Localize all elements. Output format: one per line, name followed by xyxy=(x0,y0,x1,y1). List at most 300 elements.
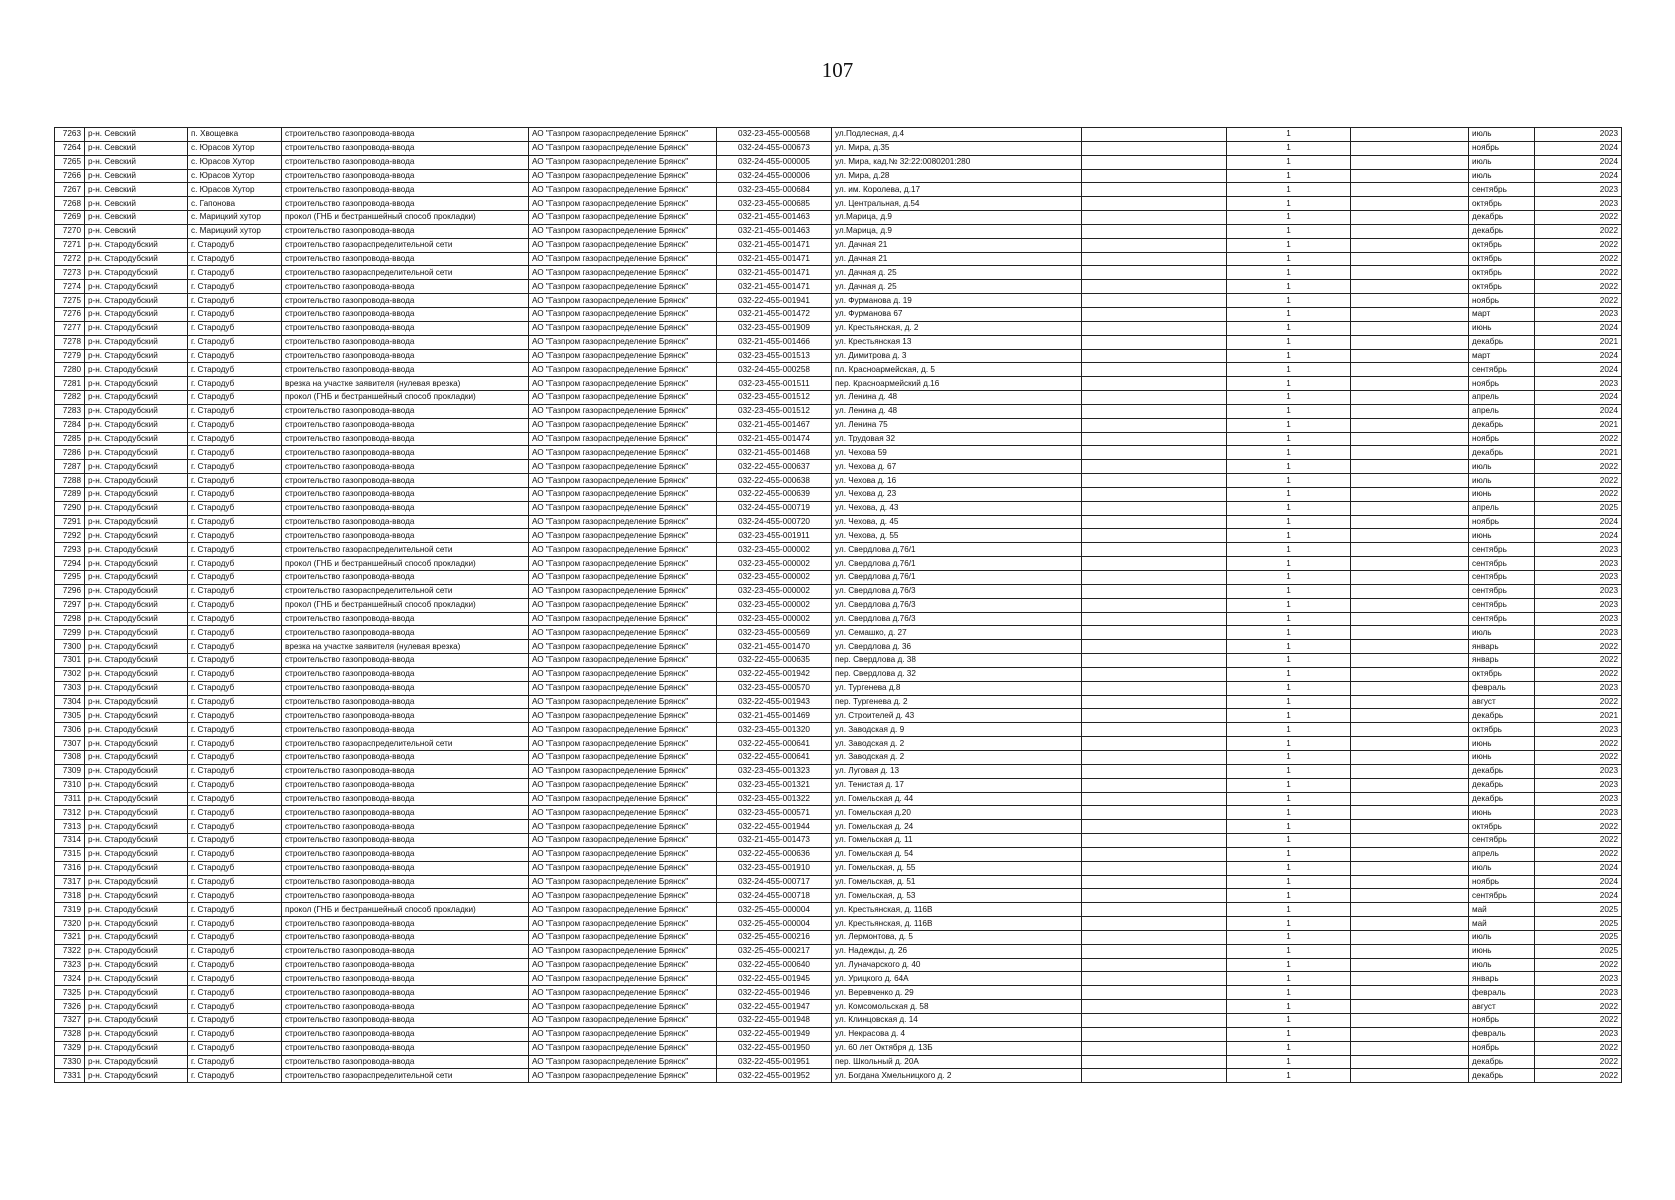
cell-district: р-н. Стародубский xyxy=(85,820,188,834)
table-row xyxy=(55,474,1622,488)
cell-year: 2025 xyxy=(1535,944,1622,958)
cell-empty xyxy=(1082,238,1227,252)
cell-locality: г. Стародуб xyxy=(188,280,282,294)
cell-empty xyxy=(1351,667,1469,681)
cell-row-number: 7283 xyxy=(55,404,85,418)
cell-quantity: 1 xyxy=(1227,654,1351,668)
cell-locality: г. Стародуб xyxy=(188,654,282,668)
cell-work-type: строительство газопровода-ввода xyxy=(282,834,529,848)
cell-organization: АО "Газпром газораспределение Брянск" xyxy=(529,197,717,211)
cell-quantity: 1 xyxy=(1227,903,1351,917)
cell-district: р-н. Стародубский xyxy=(85,515,188,529)
cell-work-type: строительство газопровода-ввода xyxy=(282,1014,529,1028)
cell-address: ул. Мира, д.28 xyxy=(832,169,1082,183)
table-row xyxy=(55,695,1622,709)
cell-district: р-н. Стародубский xyxy=(85,501,188,515)
table-row xyxy=(55,252,1622,266)
cell-year: 2022 xyxy=(1535,820,1622,834)
cell-quantity: 1 xyxy=(1227,889,1351,903)
cell-address: ул. Мира, кад.№ 32:22:0080201:280 xyxy=(832,155,1082,169)
cell-organization: АО "Газпром газораспределение Брянск" xyxy=(529,501,717,515)
cell-contract-code: 032-23-455-001323 xyxy=(717,764,832,778)
cell-contract-code: 032-22-455-000640 xyxy=(717,958,832,972)
cell-month: ноябрь xyxy=(1469,515,1535,529)
cell-work-type: строительство газопровода-ввода xyxy=(282,418,529,432)
cell-quantity: 1 xyxy=(1227,723,1351,737)
cell-organization: АО "Газпром газораспределение Брянск" xyxy=(529,972,717,986)
cell-organization: АО "Газпром газораспределение Брянск" xyxy=(529,1000,717,1014)
cell-quantity: 1 xyxy=(1227,321,1351,335)
cell-district: р-н. Стародубский xyxy=(85,557,188,571)
cell-work-type: строительство газопровода-ввода xyxy=(282,626,529,640)
cell-locality: г. Стародуб xyxy=(188,349,282,363)
cell-organization: АО "Газпром газораспределение Брянск" xyxy=(529,1027,717,1041)
cell-locality: г. Стародуб xyxy=(188,750,282,764)
cell-month: октябрь xyxy=(1469,723,1535,737)
cell-work-type: строительство газопровода-ввода xyxy=(282,820,529,834)
cell-work-type: строительство газораспределительной сети xyxy=(282,543,529,557)
cell-work-type: строительство газопровода-ввода xyxy=(282,155,529,169)
cell-year: 2023 xyxy=(1535,557,1622,571)
cell-address: пер. Школьный д. 20А xyxy=(832,1055,1082,1069)
cell-empty xyxy=(1351,737,1469,751)
cell-month: июнь xyxy=(1469,529,1535,543)
cell-address: ул. Чехова д. 67 xyxy=(832,460,1082,474)
table-row xyxy=(55,1069,1622,1083)
cell-address: ул. Гомельская, д. 53 xyxy=(832,889,1082,903)
cell-month: июль xyxy=(1469,626,1535,640)
cell-district: р-н. Стародубский xyxy=(85,363,188,377)
cell-contract-code: 032-24-455-000673 xyxy=(717,141,832,155)
cell-work-type: строительство газопровода-ввода xyxy=(282,750,529,764)
table-row xyxy=(55,321,1622,335)
cell-year: 2024 xyxy=(1535,515,1622,529)
cell-year: 2022 xyxy=(1535,654,1622,668)
cell-address: ул. Комсомольская д. 58 xyxy=(832,1000,1082,1014)
cell-work-type: строительство газопровода-ввода xyxy=(282,1027,529,1041)
cell-locality: г. Стародуб xyxy=(188,626,282,640)
cell-row-number: 7279 xyxy=(55,349,85,363)
cell-empty xyxy=(1351,709,1469,723)
cell-empty xyxy=(1082,363,1227,377)
cell-month: октябрь xyxy=(1469,266,1535,280)
cell-quantity: 1 xyxy=(1227,598,1351,612)
cell-empty xyxy=(1082,875,1227,889)
cell-empty xyxy=(1351,501,1469,515)
table-row xyxy=(55,460,1622,474)
cell-empty xyxy=(1082,404,1227,418)
cell-quantity: 1 xyxy=(1227,681,1351,695)
cell-row-number: 7323 xyxy=(55,958,85,972)
cell-district: р-н. Стародубский xyxy=(85,280,188,294)
cell-contract-code: 032-21-455-001471 xyxy=(717,252,832,266)
cell-locality: г. Стародуб xyxy=(188,515,282,529)
cell-locality: г. Стародуб xyxy=(188,446,282,460)
cell-district: р-н. Стародубский xyxy=(85,349,188,363)
cell-organization: АО "Газпром газораспределение Брянск" xyxy=(529,377,717,391)
cell-contract-code: 032-22-455-000639 xyxy=(717,487,832,501)
table-row xyxy=(55,446,1622,460)
cell-organization: АО "Газпром газораспределение Брянск" xyxy=(529,404,717,418)
cell-contract-code: 032-21-455-001473 xyxy=(717,834,832,848)
cell-quantity: 1 xyxy=(1227,238,1351,252)
cell-district: р-н. Стародубский xyxy=(85,598,188,612)
cell-work-type: строительство газопровода-ввода xyxy=(282,667,529,681)
cell-contract-code: 032-23-455-000570 xyxy=(717,681,832,695)
cell-address: ул. Гомельская д. 54 xyxy=(832,847,1082,861)
cell-month: сентябрь xyxy=(1469,557,1535,571)
cell-quantity: 1 xyxy=(1227,861,1351,875)
cell-district: р-н. Стародубский xyxy=(85,266,188,280)
cell-year: 2023 xyxy=(1535,806,1622,820)
cell-empty xyxy=(1082,211,1227,225)
cell-contract-code: 032-22-455-001947 xyxy=(717,1000,832,1014)
cell-district: р-н. Стародубский xyxy=(85,944,188,958)
cell-empty xyxy=(1351,155,1469,169)
cell-quantity: 1 xyxy=(1227,307,1351,321)
cell-locality: г. Стародуб xyxy=(188,847,282,861)
cell-quantity: 1 xyxy=(1227,460,1351,474)
cell-month: ноябрь xyxy=(1469,1041,1535,1055)
cell-contract-code: 032-22-455-001952 xyxy=(717,1069,832,1083)
cell-year: 2023 xyxy=(1535,183,1622,197)
cell-empty xyxy=(1082,792,1227,806)
cell-empty xyxy=(1351,1014,1469,1028)
cell-row-number: 7321 xyxy=(55,930,85,944)
table-row xyxy=(55,294,1622,308)
cell-month: ноябрь xyxy=(1469,1014,1535,1028)
cell-work-type: строительство газопровода-ввода xyxy=(282,986,529,1000)
cell-district: р-н. Стародубский xyxy=(85,737,188,751)
cell-district: р-н. Стародубский xyxy=(85,917,188,931)
cell-empty xyxy=(1082,391,1227,405)
cell-organization: АО "Газпром газораспределение Брянск" xyxy=(529,834,717,848)
cell-district: р-н. Стародубский xyxy=(85,294,188,308)
cell-empty xyxy=(1351,294,1469,308)
cell-year: 2021 xyxy=(1535,709,1622,723)
cell-quantity: 1 xyxy=(1227,211,1351,225)
cell-row-number: 7301 xyxy=(55,654,85,668)
cell-month: июль xyxy=(1469,861,1535,875)
cell-address: ул. Луначарского д. 40 xyxy=(832,958,1082,972)
cell-quantity: 1 xyxy=(1227,847,1351,861)
cell-locality: г. Стародуб xyxy=(188,875,282,889)
cell-work-type: строительство газораспределительной сети xyxy=(282,737,529,751)
cell-contract-code: 032-21-455-001472 xyxy=(717,307,832,321)
cell-work-type: строительство газопровода-ввода xyxy=(282,307,529,321)
cell-organization: АО "Газпром газораспределение Брянск" xyxy=(529,654,717,668)
cell-row-number: 7316 xyxy=(55,861,85,875)
cell-quantity: 1 xyxy=(1227,141,1351,155)
cell-contract-code: 032-22-455-001949 xyxy=(717,1027,832,1041)
cell-organization: АО "Газпром газораспределение Брянск" xyxy=(529,1055,717,1069)
cell-organization: АО "Газпром газораспределение Брянск" xyxy=(529,391,717,405)
cell-empty xyxy=(1351,861,1469,875)
cell-quantity: 1 xyxy=(1227,834,1351,848)
cell-month: октябрь xyxy=(1469,252,1535,266)
cell-work-type: строительство газопровода-ввода xyxy=(282,944,529,958)
table-row xyxy=(55,875,1622,889)
cell-contract-code: 032-21-455-001471 xyxy=(717,238,832,252)
cell-quantity: 1 xyxy=(1227,930,1351,944)
cell-organization: АО "Газпром газораспределение Брянск" xyxy=(529,820,717,834)
cell-quantity: 1 xyxy=(1227,612,1351,626)
cell-month: декабрь xyxy=(1469,1055,1535,1069)
cell-locality: с. Гапонова xyxy=(188,197,282,211)
cell-row-number: 7306 xyxy=(55,723,85,737)
cell-row-number: 7319 xyxy=(55,903,85,917)
cell-organization: АО "Газпром газораспределение Брянск" xyxy=(529,183,717,197)
cell-year: 2022 xyxy=(1535,640,1622,654)
cell-year: 2023 xyxy=(1535,584,1622,598)
cell-month: июнь xyxy=(1469,806,1535,820)
cell-month: декабрь xyxy=(1469,778,1535,792)
cell-address: ул. Свердлова д.76/3 xyxy=(832,612,1082,626)
cell-row-number: 7266 xyxy=(55,169,85,183)
cell-address: пер. Тургенева д. 2 xyxy=(832,695,1082,709)
cell-row-number: 7281 xyxy=(55,377,85,391)
cell-row-number: 7290 xyxy=(55,501,85,515)
cell-organization: АО "Газпром газораспределение Брянск" xyxy=(529,432,717,446)
cell-empty xyxy=(1082,155,1227,169)
cell-locality: г. Стародуб xyxy=(188,335,282,349)
cell-work-type: строительство газопровода-ввода xyxy=(282,571,529,585)
cell-contract-code: 032-23-455-001513 xyxy=(717,349,832,363)
cell-row-number: 7269 xyxy=(55,211,85,225)
cell-month: июнь xyxy=(1469,487,1535,501)
cell-contract-code: 032-21-455-001470 xyxy=(717,640,832,654)
cell-organization: АО "Газпром газораспределение Брянск" xyxy=(529,515,717,529)
cell-address: ул. Свердлова д.76/3 xyxy=(832,584,1082,598)
cell-organization: АО "Газпром газораспределение Брянск" xyxy=(529,1069,717,1083)
cell-contract-code: 032-24-455-000005 xyxy=(717,155,832,169)
cell-address: ул. Гомельская, д. 55 xyxy=(832,861,1082,875)
cell-empty xyxy=(1351,404,1469,418)
cell-contract-code: 032-23-455-001909 xyxy=(717,321,832,335)
cell-empty xyxy=(1082,183,1227,197)
cell-address: ул. Заводская д. 2 xyxy=(832,750,1082,764)
cell-year: 2022 xyxy=(1535,1069,1622,1083)
cell-row-number: 7310 xyxy=(55,778,85,792)
cell-work-type: строительство газопровода-ввода xyxy=(282,363,529,377)
cell-month: май xyxy=(1469,903,1535,917)
cell-month: февраль xyxy=(1469,681,1535,695)
cell-contract-code: 032-22-455-001946 xyxy=(717,986,832,1000)
cell-locality: г. Стародуб xyxy=(188,294,282,308)
table-row xyxy=(55,238,1622,252)
cell-month: апрель xyxy=(1469,501,1535,515)
cell-year: 2024 xyxy=(1535,155,1622,169)
cell-row-number: 7276 xyxy=(55,307,85,321)
cell-row-number: 7329 xyxy=(55,1041,85,1055)
cell-empty xyxy=(1082,944,1227,958)
cell-quantity: 1 xyxy=(1227,1055,1351,1069)
cell-contract-code: 032-24-455-000718 xyxy=(717,889,832,903)
cell-year: 2024 xyxy=(1535,889,1622,903)
cell-organization: АО "Газпром газораспределение Брянск" xyxy=(529,737,717,751)
cell-locality: г. Стародуб xyxy=(188,1027,282,1041)
cell-organization: АО "Газпром газораспределение Брянск" xyxy=(529,944,717,958)
cell-district: р-н. Стародубский xyxy=(85,612,188,626)
cell-row-number: 7267 xyxy=(55,183,85,197)
cell-quantity: 1 xyxy=(1227,266,1351,280)
cell-address: ул. Лермонтова, д. 5 xyxy=(832,930,1082,944)
cell-work-type: строительство газопровода-ввода xyxy=(282,792,529,806)
cell-month: октябрь xyxy=(1469,238,1535,252)
cell-work-type: строительство газопровода-ввода xyxy=(282,197,529,211)
cell-quantity: 1 xyxy=(1227,363,1351,377)
cell-row-number: 7322 xyxy=(55,944,85,958)
cell-year: 2023 xyxy=(1535,307,1622,321)
cell-contract-code: 032-22-455-001945 xyxy=(717,972,832,986)
cell-empty xyxy=(1351,446,1469,460)
cell-work-type: строительство газопровода-ввода xyxy=(282,404,529,418)
table-row xyxy=(55,418,1622,432)
cell-work-type: строительство газопровода-ввода xyxy=(282,280,529,294)
cell-empty xyxy=(1082,847,1227,861)
cell-quantity: 1 xyxy=(1227,183,1351,197)
cell-month: июнь xyxy=(1469,737,1535,751)
cell-locality: г. Стародуб xyxy=(188,778,282,792)
cell-address: ул. Центральная, д.54 xyxy=(832,197,1082,211)
cell-empty xyxy=(1082,128,1227,142)
table-row xyxy=(55,211,1622,225)
table-row xyxy=(55,363,1622,377)
table-row xyxy=(55,792,1622,806)
cell-locality: г. Стародуб xyxy=(188,1055,282,1069)
table-row xyxy=(55,571,1622,585)
cell-contract-code: 032-23-455-001321 xyxy=(717,778,832,792)
cell-row-number: 7293 xyxy=(55,543,85,557)
cell-district: р-н. Стародубский xyxy=(85,1069,188,1083)
cell-work-type: строительство газопровода-ввода xyxy=(282,141,529,155)
cell-organization: АО "Газпром газораспределение Брянск" xyxy=(529,847,717,861)
cell-empty xyxy=(1082,501,1227,515)
table-row xyxy=(55,487,1622,501)
cell-district: р-н. Севский xyxy=(85,155,188,169)
cell-month: октябрь xyxy=(1469,820,1535,834)
cell-district: р-н. Стародубский xyxy=(85,695,188,709)
cell-organization: АО "Газпром газораспределение Брянск" xyxy=(529,903,717,917)
table-row xyxy=(55,155,1622,169)
cell-year: 2025 xyxy=(1535,903,1622,917)
table-row xyxy=(55,737,1622,751)
cell-year: 2025 xyxy=(1535,917,1622,931)
cell-quantity: 1 xyxy=(1227,501,1351,515)
cell-row-number: 7264 xyxy=(55,141,85,155)
table-row xyxy=(55,169,1622,183)
cell-quantity: 1 xyxy=(1227,806,1351,820)
cell-address: ул. Гомельская д. 11 xyxy=(832,834,1082,848)
cell-locality: г. Стародуб xyxy=(188,377,282,391)
cell-address: ул. Свердлова д.76/1 xyxy=(832,557,1082,571)
cell-quantity: 1 xyxy=(1227,474,1351,488)
cell-district: р-н. Стародубский xyxy=(85,778,188,792)
cell-district: р-н. Севский xyxy=(85,128,188,142)
cell-address: ул. Урицкого д. 64А xyxy=(832,972,1082,986)
cell-organization: АО "Газпром газораспределение Брянск" xyxy=(529,1014,717,1028)
cell-address: ул. Богдана Хмельницкого д. 2 xyxy=(832,1069,1082,1083)
cell-address: ул. Строителей д. 43 xyxy=(832,709,1082,723)
cell-year: 2022 xyxy=(1535,737,1622,751)
cell-year: 2022 xyxy=(1535,958,1622,972)
table-row xyxy=(55,1027,1622,1041)
cell-address: ул. Веревченко д. 29 xyxy=(832,986,1082,1000)
cell-year: 2022 xyxy=(1535,750,1622,764)
cell-year: 2023 xyxy=(1535,626,1622,640)
cell-month: апрель xyxy=(1469,847,1535,861)
cell-district: р-н. Стародубский xyxy=(85,764,188,778)
cell-work-type: строительство газопровода-ввода xyxy=(282,930,529,944)
cell-work-type: строительство газопровода-ввода xyxy=(282,294,529,308)
cell-empty xyxy=(1082,889,1227,903)
cell-work-type: строительство газопровода-ввода xyxy=(282,515,529,529)
cell-row-number: 7320 xyxy=(55,917,85,931)
cell-contract-code: 032-23-455-000684 xyxy=(717,183,832,197)
table-row xyxy=(55,654,1622,668)
cell-locality: с. Марицкий хутор xyxy=(188,211,282,225)
cell-locality: г. Стародуб xyxy=(188,834,282,848)
cell-locality: г. Стародуб xyxy=(188,972,282,986)
cell-organization: АО "Газпром газораспределение Брянск" xyxy=(529,667,717,681)
cell-organization: АО "Газпром газораспределение Брянск" xyxy=(529,460,717,474)
cell-district: р-н. Стародубский xyxy=(85,238,188,252)
page-number: 107 xyxy=(821,58,854,82)
table-row xyxy=(55,529,1622,543)
cell-contract-code: 032-23-455-001320 xyxy=(717,723,832,737)
cell-empty xyxy=(1351,723,1469,737)
table-row xyxy=(55,958,1622,972)
cell-quantity: 1 xyxy=(1227,944,1351,958)
cell-empty xyxy=(1082,1041,1227,1055)
cell-locality: г. Стародуб xyxy=(188,958,282,972)
cell-row-number: 7287 xyxy=(55,460,85,474)
cell-work-type: строительство газопровода-ввода xyxy=(282,183,529,197)
cell-empty xyxy=(1082,515,1227,529)
cell-locality: г. Стародуб xyxy=(188,391,282,405)
cell-year: 2022 xyxy=(1535,667,1622,681)
cell-year: 2023 xyxy=(1535,128,1622,142)
cell-district: р-н. Севский xyxy=(85,224,188,238)
cell-address: пер. Красноармейский д.16 xyxy=(832,377,1082,391)
cell-year: 2023 xyxy=(1535,543,1622,557)
cell-locality: г. Стародуб xyxy=(188,584,282,598)
cell-locality: п. Хвощевка xyxy=(188,128,282,142)
cell-row-number: 7326 xyxy=(55,1000,85,1014)
cell-year: 2021 xyxy=(1535,446,1622,460)
cell-empty xyxy=(1351,335,1469,349)
cell-locality: г. Стародуб xyxy=(188,723,282,737)
cell-row-number: 7286 xyxy=(55,446,85,460)
cell-year: 2023 xyxy=(1535,377,1622,391)
cell-organization: АО "Газпром газораспределение Брянск" xyxy=(529,1041,717,1055)
cell-empty xyxy=(1351,654,1469,668)
cell-locality: г. Стародуб xyxy=(188,861,282,875)
cell-organization: АО "Газпром газораспределение Брянск" xyxy=(529,529,717,543)
cell-year: 2022 xyxy=(1535,224,1622,238)
cell-month: ноябрь xyxy=(1469,875,1535,889)
cell-quantity: 1 xyxy=(1227,709,1351,723)
cell-locality: г. Стародуб xyxy=(188,487,282,501)
cell-organization: АО "Газпром газораспределение Брянск" xyxy=(529,571,717,585)
cell-month: январь xyxy=(1469,640,1535,654)
cell-empty xyxy=(1082,321,1227,335)
cell-work-type: строительство газораспределительной сети xyxy=(282,1069,529,1083)
cell-empty xyxy=(1351,972,1469,986)
cell-contract-code: 032-23-455-000002 xyxy=(717,543,832,557)
cell-empty xyxy=(1351,1069,1469,1083)
cell-organization: АО "Газпром газораспределение Брянск" xyxy=(529,446,717,460)
